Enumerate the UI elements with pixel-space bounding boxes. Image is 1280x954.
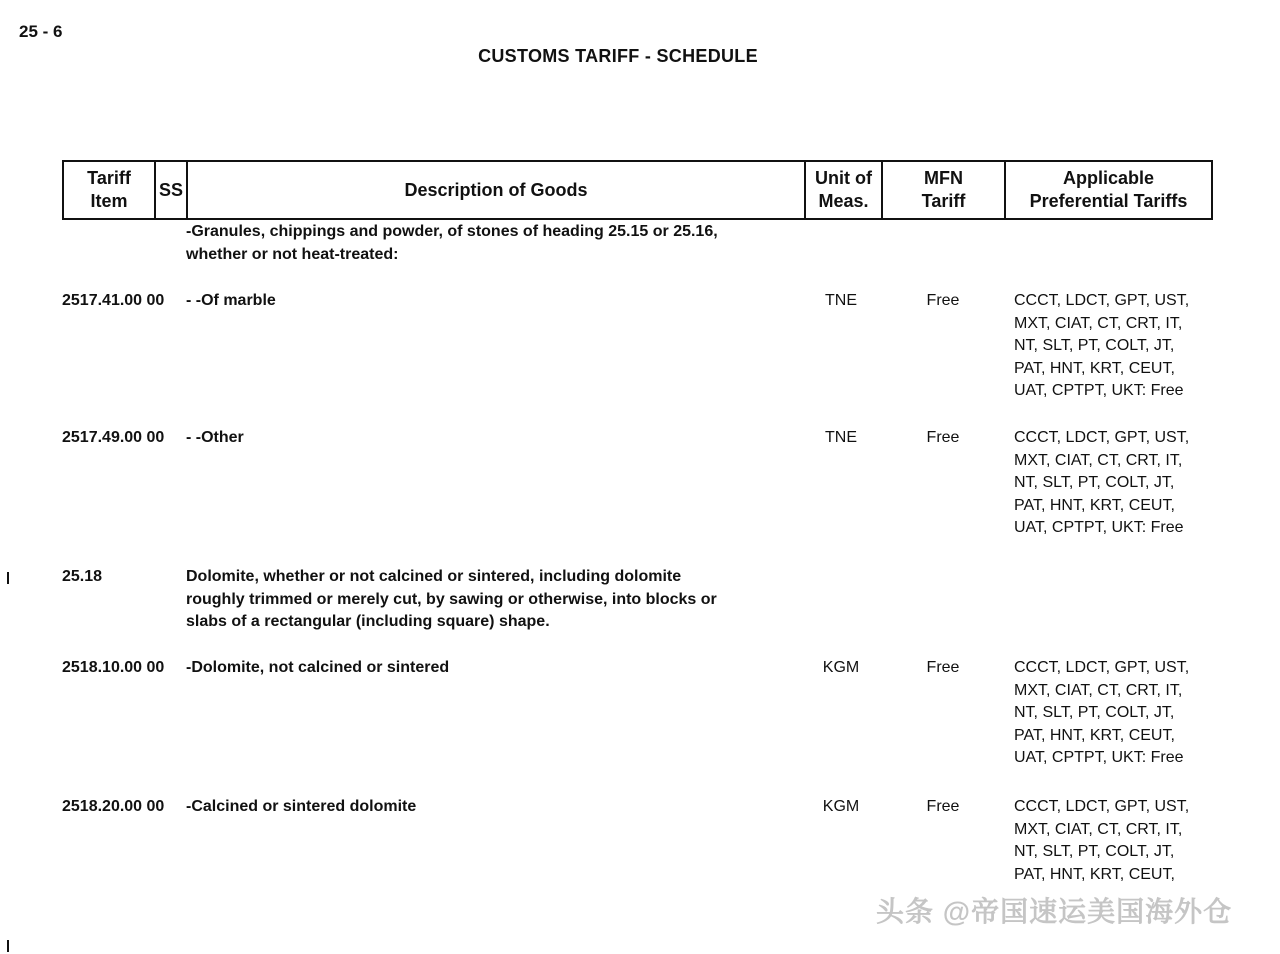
row-code: 2517.41.00 00 [62, 292, 165, 309]
row-description: - -Other [186, 429, 244, 446]
row-description: - -Of marble [186, 292, 276, 309]
row-mfn: Free [926, 659, 960, 676]
row-description: -Calcined or sintered dolomite [186, 798, 417, 815]
row-mfn: Free [926, 798, 960, 815]
row-unit: KGM [822, 659, 860, 676]
page-number: 25 - 6 [19, 22, 63, 41]
header-ss: SS [156, 162, 188, 218]
heading-code: 25.18 [62, 568, 103, 585]
watermark: 头条 @帝国速运美国海外仓 [876, 896, 1233, 927]
header-preferential: Applicable Preferential Tariffs [1029, 168, 1188, 211]
header-description: Description of Goods [188, 162, 806, 218]
table-header [62, 160, 1213, 220]
row-preferential: CCCT, LDCT, GPT, UST, MXT, CIAT, CT, CRT, IT, NT, SLT, PT, COLT, JT, PAT, HNT, KRT, CEUT, UAT, CPTPT, UKT: Free [1014, 429, 1190, 536]
row-preferential: CCCT, LDCT, GPT, UST, MXT, CIAT, CT, CRT, IT, NT, SLT, PT, COLT, JT, PAT, HNT, KRT, CEUT, UAT, CPTPT, UKT: Free [1014, 659, 1190, 766]
row-preferential: CCCT, LDCT, GPT, UST, MXT, CIAT, CT, CRT, IT, NT, SLT, PT, COLT, JT, PAT, HNT, KRT, CEUT, UAT, CPTPT, UKT: Free [1014, 292, 1190, 399]
revision-mark [7, 572, 9, 584]
row-unit: KGM [822, 798, 860, 815]
header-mfn: MFN Tariff [883, 162, 1006, 218]
header-unit: Unit of Meas. [806, 162, 883, 218]
row-unit: TNE [825, 429, 857, 446]
header-tariff-item: Tariff Item [64, 162, 156, 218]
heading-description: Dolomite, whether or not calcined or sintered, including dolomite roughly trimmed or merely cut, by sawing or otherwise, into blocks or slabs of a rectangular (including square) shape. [186, 568, 717, 630]
row-unit: TNE [825, 292, 857, 309]
row-code: 2518.10.00 00 [62, 659, 165, 676]
document-title: CUSTOMS TARIFF - SCHEDULE [478, 46, 758, 66]
row-description: -Dolomite, not calcined or sintered [186, 659, 450, 676]
row-mfn: Free [926, 292, 960, 309]
row-code: 2517.49.00 00 [62, 429, 165, 446]
row-mfn: Free [926, 429, 960, 446]
row-code: 2518.20.00 00 [62, 798, 165, 815]
row-preferential: CCCT, LDCT, GPT, UST, MXT, CIAT, CT, CRT, IT, NT, SLT, PT, COLT, JT, PAT, HNT, KRT, CEUT, [1014, 798, 1190, 883]
revision-mark [7, 940, 9, 952]
intro-description: -Granules, chippings and powder, of stones of heading 25.15 or 25.16, whether or not heat-treated: [186, 223, 718, 263]
